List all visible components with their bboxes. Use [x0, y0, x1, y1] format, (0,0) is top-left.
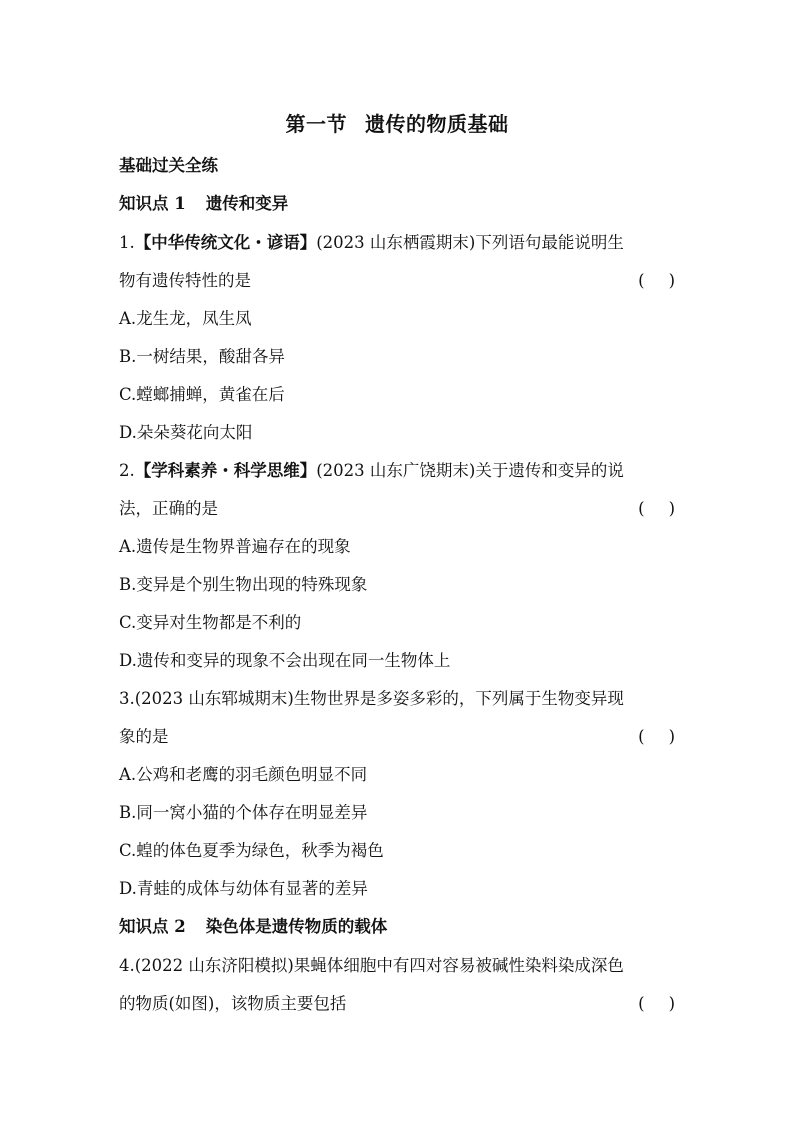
question-text: (2023 山东广饶期末)关于遗传和变异的说: [316, 461, 624, 480]
question-text: (2023 山东栖霞期末)下列语句最能说明生: [316, 233, 624, 252]
question-number: 1.: [119, 233, 135, 252]
knowledge-point-name: 染色体是遗传物质的载体: [205, 917, 388, 936]
answer-option: B.一树结果，酸甜各异: [119, 347, 285, 366]
answer-option: C.蝗的体色夏季为绿色，秋季为褐色: [119, 841, 384, 860]
question-stem-line: [119, 954, 679, 978]
title-chapter: 第一节: [285, 112, 347, 136]
answer-blank: ( ): [638, 499, 675, 518]
question-number: 4.: [119, 956, 135, 975]
question-stem-line: [119, 687, 679, 711]
question-stem-line: [119, 497, 679, 521]
question-stem-line: [119, 459, 679, 483]
knowledge-point-number: 知识点 1: [119, 194, 186, 213]
question-tag: 【学科素养・科学思维】: [134, 461, 317, 480]
answer-option: A.遗传是生物界普遍存在的现象: [119, 537, 351, 556]
knowledge-point-heading: [119, 915, 679, 939]
question-stem-line: [119, 269, 679, 293]
question-text: 象的是: [119, 727, 169, 746]
page-title: [0, 108, 794, 137]
title-name: 遗传的物质基础: [365, 112, 509, 136]
question-number: 3.: [119, 689, 135, 708]
question-stem-line: [119, 231, 679, 255]
answer-option: D.遗传和变异的现象不会出现在同一生物体上: [119, 651, 451, 670]
answer-option: B.同一窝小猫的个体存在明显差异: [119, 803, 368, 822]
answer-option: A.公鸡和老鹰的羽毛颜色明显不同: [119, 765, 368, 784]
answer-blank: ( ): [638, 271, 675, 290]
answer-option: C.变异对生物都是不利的: [119, 613, 302, 632]
answer-option: B.变异是个别生物出现的特殊现象: [119, 575, 368, 594]
answer-blank: ( ): [638, 994, 675, 1013]
answer-option: D.青蛙的成体与幼体有显著的差异: [119, 879, 368, 898]
question-number: 2.: [119, 461, 135, 480]
question-tag: 【中华传统文化・谚语】: [134, 233, 317, 252]
answer-option: C.螳螂捕蝉，黄雀在后: [119, 385, 285, 404]
question-text: 的物质(如图)，该物质主要包括: [119, 994, 347, 1013]
question-stem-line: [119, 725, 679, 749]
question-text: (2022 山东济阳模拟)果蝇体细胞中有四对容易被碱性染料染成深色: [134, 956, 624, 975]
knowledge-point-number: 知识点 2: [119, 917, 186, 936]
answer-option: D.朵朵葵花向太阳: [119, 423, 253, 442]
question-text: 法，正确的是: [119, 499, 218, 518]
question-stem-line: [119, 992, 679, 1016]
question-text: (2023 山东郓城期末)生物世界是多姿多彩的，下列属于生物变异现: [134, 689, 624, 708]
knowledge-point-name: 遗传和变异: [205, 194, 289, 213]
question-text: 物有遗传特性的是: [119, 271, 251, 290]
section-heading: 基础过关全练: [119, 156, 218, 175]
answer-option: A.龙生龙，凤生凤: [119, 309, 252, 328]
answer-blank: ( ): [638, 727, 675, 746]
knowledge-point-heading: [119, 192, 679, 216]
